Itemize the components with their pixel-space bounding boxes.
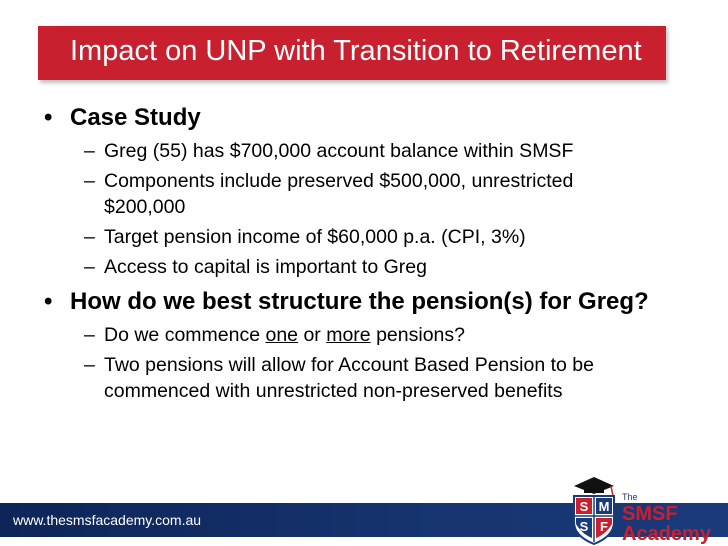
svg-text:S: S	[579, 519, 589, 534]
sub-bullet	[40, 224, 700, 250]
sub-bullet-text: commenced with unrestricted non-preserved benefits	[104, 380, 563, 402]
sub-bullet	[40, 352, 700, 378]
svg-text:S: S	[579, 499, 589, 514]
sub-bullet-text: Target pension income of $60,000 p.a. (CPI, 3%)	[104, 226, 526, 248]
bullet-structure-question	[40, 286, 700, 318]
slide-title: Impact on UNP with Transition to Retirement	[70, 35, 642, 67]
section-heading: Case Study	[70, 104, 201, 131]
dash-icon: –	[84, 354, 95, 376]
underlined-one: one	[265, 324, 299, 346]
slide-title-bar	[38, 26, 666, 80]
sub-bullet	[40, 322, 700, 348]
bullet-dot-icon: •	[44, 288, 53, 315]
sub-bullet-text: Access to capital is important to Greg	[104, 256, 427, 278]
bullet-dot-icon: •	[44, 104, 53, 131]
dash-icon: –	[84, 140, 95, 162]
footer-url[interactable]: www.thesmsfacademy.com.au	[13, 512, 202, 528]
logo-the: The	[622, 492, 638, 502]
svg-text:F: F	[600, 519, 608, 534]
sub-bullet-text: Do we commence one or more pensions?	[104, 324, 465, 346]
logo-wordmark	[622, 488, 711, 544]
logo-smsf: SMSF	[622, 503, 678, 525]
shield-crest-icon	[566, 474, 622, 546]
logo-academy: Academy	[622, 523, 711, 545]
slide-body	[40, 102, 700, 404]
underlined-more: more	[326, 324, 371, 346]
svg-text:M: M	[598, 499, 610, 514]
section-heading: How do we best structure the pension(s) for Greg?	[70, 288, 649, 315]
sub-bullet-text: $200,000	[104, 196, 186, 218]
dash-icon: –	[84, 226, 95, 248]
dash-icon: –	[84, 324, 95, 346]
sub-bullet	[40, 168, 700, 194]
dash-icon: –	[84, 170, 95, 192]
dash-icon: –	[84, 256, 95, 278]
smsf-academy-logo	[566, 474, 726, 546]
bullet-case-study	[40, 102, 700, 134]
sub-bullet	[40, 138, 700, 164]
sub-bullet-text: Greg (55) has $700,000 account balance within SMSF	[104, 140, 574, 162]
sub-bullet	[40, 254, 700, 280]
sub-bullet-continuation	[40, 378, 700, 404]
sub-bullet-text: Components include preserved $500,000, unrestricted	[104, 170, 574, 192]
sub-bullet-continuation	[40, 194, 700, 220]
sub-bullet-text: Two pensions will allow for Account Based Pension to be	[104, 354, 594, 376]
